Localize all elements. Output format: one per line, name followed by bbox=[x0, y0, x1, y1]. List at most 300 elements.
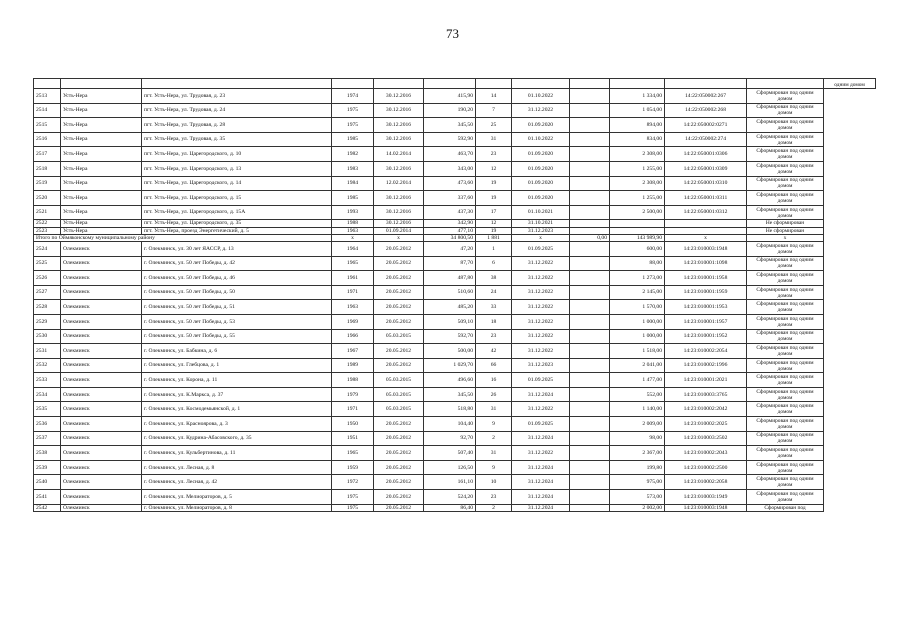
residents-cell: 42 bbox=[476, 344, 512, 359]
planned-date-cell: 31.12.2024 bbox=[512, 490, 570, 505]
residents-cell: 6 bbox=[476, 256, 512, 271]
total-sum-cell: 143 989,90 bbox=[610, 234, 665, 241]
table-row bbox=[34, 205, 876, 220]
residents-cell: 23 bbox=[476, 147, 512, 162]
address-cell: г. Олекминск, ул. 50 лет Победы, д. 46 bbox=[142, 271, 332, 286]
land-area-cell: 1 000,00 bbox=[610, 314, 665, 329]
residents-cell: 18 bbox=[476, 314, 512, 329]
build-year-cell: 1984 bbox=[332, 176, 374, 191]
table-row bbox=[34, 373, 876, 388]
land-area-cell: 894,00 bbox=[610, 118, 665, 133]
land-status-cell: Сформирован под одним домом bbox=[747, 300, 824, 315]
row-number-cell: 2535 bbox=[34, 402, 61, 417]
settlement-cell: Усть-Нера bbox=[61, 118, 142, 133]
address-cell: г. Олекминск, ул. Мелиораторов, д. 8 bbox=[142, 504, 332, 511]
settlement-cell: Усть-Нера bbox=[61, 161, 142, 176]
cadastral-number-cell: 14:23:010002:2054 bbox=[665, 344, 747, 359]
settlement-cell: Олекминск bbox=[61, 300, 142, 315]
address-cell: г. Олекминск, ул. 50 лет Победы, д. 50 bbox=[142, 285, 332, 300]
amount-cell bbox=[570, 329, 610, 344]
recognition-date-cell: 20.05.2012 bbox=[374, 446, 424, 461]
address-cell: г. Олекминск, ул. Кудрина-Абасовского, д. 35 bbox=[142, 431, 332, 446]
amount-cell bbox=[570, 89, 610, 104]
area-cell: 477,10 bbox=[424, 227, 476, 234]
build-year-cell: 1988 bbox=[332, 373, 374, 388]
residents-cell: 14 bbox=[476, 89, 512, 104]
recognition-date-cell: 05.03.2015 bbox=[374, 387, 424, 402]
table-cell bbox=[570, 79, 610, 89]
address-cell: пгт. Усть-Нера, ул. Царегородского, д. 15А bbox=[142, 205, 332, 220]
planned-date-cell: 31.12.2022 bbox=[512, 103, 570, 118]
recognition-date-cell: 20.05.2012 bbox=[374, 431, 424, 446]
total-plan-date-cell: х bbox=[512, 234, 570, 241]
row-number-cell: 2518 bbox=[34, 161, 61, 176]
cadastral-number-cell: 14:22:050001:0311 bbox=[665, 191, 747, 206]
land-area-cell: 1 000,00 bbox=[610, 329, 665, 344]
land-status-cell: Сформирован под одним домом bbox=[747, 460, 824, 475]
settlement-cell: Олекминск bbox=[61, 358, 142, 373]
amount-cell bbox=[570, 475, 610, 490]
settlement-cell: Олекминск bbox=[61, 256, 142, 271]
cadastral-number-cell: 14:23:010002:2042 bbox=[665, 402, 747, 417]
land-status-cell: Сформирован под одним домом bbox=[747, 344, 824, 359]
row-number-cell: 2514 bbox=[34, 103, 61, 118]
land-status-cell: Сформирован под одним домом bbox=[747, 147, 824, 162]
amount-cell bbox=[570, 241, 610, 256]
settlement-cell: Олекминск bbox=[61, 329, 142, 344]
row-number-cell: 2541 bbox=[34, 490, 61, 505]
table-row bbox=[34, 446, 876, 461]
cadastral-number-cell: 14:22:050001:0312 bbox=[665, 205, 747, 220]
build-year-cell: 1950 bbox=[332, 417, 374, 432]
address-cell: г. Олекминск, ул. К.Маркса, д. 37 bbox=[142, 387, 332, 402]
table-row bbox=[34, 402, 876, 417]
amount-cell bbox=[570, 358, 610, 373]
row-number-cell: 2539 bbox=[34, 460, 61, 475]
cadastral-number-cell: 14:23:010001:1953 bbox=[665, 300, 747, 315]
build-year-cell: 1967 bbox=[332, 344, 374, 359]
land-area-cell: 2 009,00 bbox=[610, 417, 665, 432]
amount-cell bbox=[570, 256, 610, 271]
amount-cell bbox=[570, 344, 610, 359]
land-area-cell: 199,80 bbox=[610, 460, 665, 475]
row-number-cell: 2516 bbox=[34, 132, 61, 147]
address-cell: пгт. Усть-Нера, ул. Царегородского, д. 35 bbox=[142, 220, 332, 227]
land-status-cell: Сформирован под одним домом bbox=[747, 431, 824, 446]
area-cell: 104,40 bbox=[424, 417, 476, 432]
table-cell bbox=[424, 79, 476, 89]
build-year-cell: 1971 bbox=[332, 402, 374, 417]
recognition-date-cell: 20.05.2012 bbox=[374, 504, 424, 511]
cadastral-number-cell: 14:23:010002:2058 bbox=[665, 475, 747, 490]
cadastral-number-cell: 14:22:050002:267 bbox=[665, 89, 747, 104]
cadastral-number-cell: 14:23:010003:1948 bbox=[665, 241, 747, 256]
land-area-cell: 1 273,00 bbox=[610, 271, 665, 286]
table-row bbox=[34, 504, 876, 511]
land-status-cell: Сформирован под одним домом bbox=[747, 285, 824, 300]
recognition-date-cell: 05.03.2015 bbox=[374, 402, 424, 417]
land-status-cell: Сформирован под одним домом bbox=[747, 103, 824, 118]
settlement-cell: Усть-Нера bbox=[61, 132, 142, 147]
row-number-cell: 2519 bbox=[34, 176, 61, 191]
cadastral-number-cell: 14:23:010003:1948 bbox=[665, 504, 747, 511]
area-cell: 345,50 bbox=[424, 387, 476, 402]
land-area-cell: 2 308,00 bbox=[610, 147, 665, 162]
planned-date-cell: 01.09.2020 bbox=[512, 147, 570, 162]
table-row bbox=[34, 256, 876, 271]
total-label-cell: Итого по Оймяконскому муниципальному району bbox=[34, 234, 332, 241]
cadastral-number-cell: 14:23:010001:1959 bbox=[665, 285, 747, 300]
recognition-date-cell: 20.05.2012 bbox=[374, 300, 424, 315]
table-cell bbox=[332, 79, 374, 89]
land-area-cell: 88,00 bbox=[610, 256, 665, 271]
build-year-cell: 1969 bbox=[332, 314, 374, 329]
area-cell: 592,90 bbox=[424, 132, 476, 147]
land-area-cell: 1 477,00 bbox=[610, 373, 665, 388]
land-status-cell: Сформирован под одним домом bbox=[747, 241, 824, 256]
table-row bbox=[34, 417, 876, 432]
address-cell: г. Олекминск, ул. Лесная, д. 8 bbox=[142, 460, 332, 475]
land-status-cell: Сформирован под одним домом bbox=[747, 118, 824, 133]
recognition-date-cell: 20.05.2012 bbox=[374, 285, 424, 300]
table-row bbox=[34, 271, 876, 286]
total-date-cell: х bbox=[374, 234, 424, 241]
residents-cell: 9 bbox=[476, 417, 512, 432]
recognition-date-cell: 05.03.2015 bbox=[374, 329, 424, 344]
cadastral-number-cell: 14:22:050002:268 bbox=[665, 103, 747, 118]
table-cell bbox=[142, 79, 332, 89]
row-number-cell: 2532 bbox=[34, 358, 61, 373]
address-cell: г. Олекминск, ул. Кульбертинова, д. 11 bbox=[142, 446, 332, 461]
table-row bbox=[34, 358, 876, 373]
area-cell: 345,50 bbox=[424, 118, 476, 133]
land-status-cell: Сформирован под одним домом bbox=[747, 205, 824, 220]
area-cell: 473,60 bbox=[424, 176, 476, 191]
settlement-cell: Усть-Нера bbox=[61, 89, 142, 104]
planned-date-cell: 01.09.2020 bbox=[512, 176, 570, 191]
settlement-cell: Олекминск bbox=[61, 285, 142, 300]
build-year-cell: 1988 bbox=[332, 220, 374, 227]
area-cell: 509,10 bbox=[424, 314, 476, 329]
planned-date-cell: 31.12.2022 bbox=[512, 446, 570, 461]
table-row bbox=[34, 475, 876, 490]
table-row bbox=[34, 89, 876, 104]
address-cell: пгт. Усть-Нера, ул. Трудовая, д. 24 bbox=[142, 103, 332, 118]
cadastral-number-cell bbox=[665, 227, 747, 234]
settlement-cell: Олекминск bbox=[61, 344, 142, 359]
land-status-cell: Сформирован под одним домом bbox=[747, 191, 824, 206]
recognition-date-cell: 20.05.2012 bbox=[374, 358, 424, 373]
settlement-cell: Олекминск bbox=[61, 402, 142, 417]
recognition-date-cell: 20.05.2012 bbox=[374, 475, 424, 490]
recognition-date-cell: 20.05.2012 bbox=[374, 417, 424, 432]
amount-cell bbox=[570, 132, 610, 147]
row-number-cell: 2531 bbox=[34, 344, 61, 359]
planned-date-cell: 01.09.2025 bbox=[512, 373, 570, 388]
total-area-cell: 34 800,50 bbox=[424, 234, 476, 241]
table-row bbox=[34, 431, 876, 446]
table-cell bbox=[665, 79, 747, 89]
land-status-cell: Сформирован под одним домом bbox=[747, 271, 824, 286]
cadastral-number-cell bbox=[665, 220, 747, 227]
land-area-cell: 573,00 bbox=[610, 490, 665, 505]
cadastral-number-cell: 14:23:010002:1996 bbox=[665, 358, 747, 373]
residents-cell: 19 bbox=[476, 227, 512, 234]
build-year-cell: 1975 bbox=[332, 504, 374, 511]
row-number-cell: 2517 bbox=[34, 147, 61, 162]
planned-date-cell: 01.09.2025 bbox=[512, 241, 570, 256]
cadastral-number-cell: 14:23:010003:3765 bbox=[665, 387, 747, 402]
row-number-cell: 2528 bbox=[34, 300, 61, 315]
amount-cell bbox=[570, 460, 610, 475]
table-cell bbox=[512, 79, 570, 89]
address-cell: пгт. Усть-Нера, ул. Трудовая, д. 23 bbox=[142, 89, 332, 104]
area-cell: 86,40 bbox=[424, 504, 476, 511]
area-cell: 87,70 bbox=[424, 256, 476, 271]
address-cell: г. Олекминск, ул. Глебцова, д. 1 bbox=[142, 358, 332, 373]
land-status-cell: Сформирован под одним домом bbox=[747, 256, 824, 271]
planned-date-cell: 31.12.2022 bbox=[512, 402, 570, 417]
address-cell: пгт. Усть-Нера, ул. Трудовая, д. 35 bbox=[142, 132, 332, 147]
amount-cell bbox=[570, 191, 610, 206]
residents-cell: 31 bbox=[476, 132, 512, 147]
housing-registry-table-wrap bbox=[33, 78, 875, 512]
area-cell: 518,80 bbox=[424, 402, 476, 417]
land-area-cell: 98,00 bbox=[610, 431, 665, 446]
carry-over-row bbox=[34, 79, 876, 89]
residents-cell: 31 bbox=[476, 446, 512, 461]
amount-cell bbox=[570, 300, 610, 315]
build-year-cell: 1975 bbox=[332, 490, 374, 505]
build-year-cell: 1965 bbox=[332, 446, 374, 461]
cadastral-number-cell: 14:23:010001:1958 bbox=[665, 271, 747, 286]
amount-cell bbox=[570, 285, 610, 300]
land-status-cell: Сформирован под одним домом bbox=[747, 417, 824, 432]
land-status-cell: Сформирован под одним домом bbox=[747, 446, 824, 461]
land-area-cell: 552,00 bbox=[610, 387, 665, 402]
cadastral-number-cell: 14:23:010001:1957 bbox=[665, 314, 747, 329]
residents-cell: 26 bbox=[476, 387, 512, 402]
address-cell: г. Олекминск, ул. 50 лет Победы, д. 55 bbox=[142, 329, 332, 344]
amount-cell bbox=[570, 504, 610, 511]
table-row bbox=[34, 300, 876, 315]
build-year-cell: 1979 bbox=[332, 387, 374, 402]
area-cell: 126,50 bbox=[424, 460, 476, 475]
total-year-cell: х bbox=[332, 234, 374, 241]
recognition-date-cell: 30.12.2016 bbox=[374, 205, 424, 220]
address-cell: г. Олекминск, ул. 50 лет Победы, д. 42 bbox=[142, 256, 332, 271]
total-row bbox=[34, 234, 876, 241]
planned-date-cell: 01.09.2020 bbox=[512, 118, 570, 133]
amount-cell bbox=[570, 387, 610, 402]
settlement-cell: Олекминск bbox=[61, 271, 142, 286]
build-year-cell: 1966 bbox=[332, 329, 374, 344]
recognition-date-cell: 01.09.2014 bbox=[374, 227, 424, 234]
area-cell: 1 029,70 bbox=[424, 358, 476, 373]
area-cell: 487,80 bbox=[424, 271, 476, 286]
recognition-date-cell: 30.12.2016 bbox=[374, 191, 424, 206]
row-number-cell: 2533 bbox=[34, 373, 61, 388]
row-number-cell: 2523 bbox=[34, 227, 61, 234]
planned-date-cell: 31.10.2021 bbox=[512, 220, 570, 227]
row-number-cell: 2534 bbox=[34, 387, 61, 402]
settlement-cell: Олекминск bbox=[61, 373, 142, 388]
row-number-cell: 2542 bbox=[34, 504, 61, 511]
build-year-cell: 1985 bbox=[332, 132, 374, 147]
total-amount-cell: 0,00 bbox=[570, 234, 610, 241]
planned-date-cell: 31.12.2024 bbox=[512, 460, 570, 475]
table-row bbox=[34, 490, 876, 505]
address-cell: г. Олекминск, ул. Корона, д. 11 bbox=[142, 373, 332, 388]
residents-cell: 66 bbox=[476, 358, 512, 373]
settlement-cell: Олекминск bbox=[61, 446, 142, 461]
address-cell: пгт. Усть-Нера, ул. Трудовая, д. 28 bbox=[142, 118, 332, 133]
planned-date-cell: 31.12.2024 bbox=[512, 431, 570, 446]
build-year-cell: 1972 bbox=[332, 475, 374, 490]
recognition-date-cell: 30.12.2016 bbox=[374, 132, 424, 147]
address-cell: г. Олекминск, ул. Мелиораторов, д. 5 bbox=[142, 490, 332, 505]
row-number-cell: 2522 bbox=[34, 220, 61, 227]
table-row bbox=[34, 285, 876, 300]
land-status-cell: Не сформирован bbox=[747, 227, 824, 234]
recognition-date-cell: 30.12.2016 bbox=[374, 118, 424, 133]
settlement-cell: Олекминск bbox=[61, 460, 142, 475]
row-number-cell: 2515 bbox=[34, 118, 61, 133]
area-cell: 507,40 bbox=[424, 446, 476, 461]
build-year-cell: 1963 bbox=[332, 300, 374, 315]
area-cell: 92,70 bbox=[424, 431, 476, 446]
table-body bbox=[34, 79, 876, 512]
area-cell: 343,00 bbox=[424, 161, 476, 176]
area-cell: 500,00 bbox=[424, 344, 476, 359]
row-number-cell: 2525 bbox=[34, 256, 61, 271]
area-cell: 190,20 bbox=[424, 103, 476, 118]
residents-cell: 17 bbox=[476, 205, 512, 220]
residents-cell: 33 bbox=[476, 300, 512, 315]
amount-cell bbox=[570, 176, 610, 191]
address-cell: г. Олекминск, ул. Бабкина, д. 6 bbox=[142, 344, 332, 359]
planned-date-cell: 01.10.2022 bbox=[512, 132, 570, 147]
build-year-cell: 1975 bbox=[332, 103, 374, 118]
residents-cell: 24 bbox=[476, 285, 512, 300]
settlement-cell: Усть-Нера bbox=[61, 220, 142, 227]
row-number-cell: 2521 bbox=[34, 205, 61, 220]
build-year-cell: 1963 bbox=[332, 227, 374, 234]
address-cell: г. Олекминск, ул. 30 лет ЯАССР, д. 13 bbox=[142, 241, 332, 256]
residents-cell: 12 bbox=[476, 161, 512, 176]
land-status-cell: Сформирован под одним домом bbox=[747, 387, 824, 402]
land-status-cell: Сформирован под одним домом bbox=[747, 176, 824, 191]
cadastral-number-cell: 14:23:010001:1952 bbox=[665, 329, 747, 344]
row-number-cell: 2540 bbox=[34, 475, 61, 490]
planned-date-cell: 01.09.2025 bbox=[512, 417, 570, 432]
address-cell: г. Олекминск, ул. Лесная, д. 42 bbox=[142, 475, 332, 490]
land-area-cell: 2 367,00 bbox=[610, 446, 665, 461]
address-cell: г. Олекминск, ул. Красноярова, д. 3 bbox=[142, 417, 332, 432]
planned-date-cell: 31.12.2024 bbox=[512, 475, 570, 490]
table-row bbox=[34, 176, 876, 191]
settlement-cell: Усть-Нера bbox=[61, 176, 142, 191]
cadastral-number-cell: 14:23:010002:2500 bbox=[665, 460, 747, 475]
area-cell: 161,10 bbox=[424, 475, 476, 490]
build-year-cell: 1961 bbox=[332, 271, 374, 286]
amount-cell bbox=[570, 490, 610, 505]
cadastral-number-cell: 14:23:010002:2043 bbox=[665, 446, 747, 461]
recognition-date-cell: 30.12.2016 bbox=[374, 161, 424, 176]
land-area-cell: 2 500,00 bbox=[610, 205, 665, 220]
land-area-cell: 834,00 bbox=[610, 132, 665, 147]
area-cell: 47,20 bbox=[424, 241, 476, 256]
total-cadastral-cell: х bbox=[665, 234, 747, 241]
residents-cell: 10 bbox=[476, 475, 512, 490]
residents-cell: 19 bbox=[476, 176, 512, 191]
area-cell: 415,90 bbox=[424, 89, 476, 104]
area-cell: 496,60 bbox=[424, 373, 476, 388]
amount-cell bbox=[570, 227, 610, 234]
cadastral-number-cell: 14:23:010003:1949 bbox=[665, 490, 747, 505]
land-area-cell: 975,00 bbox=[610, 475, 665, 490]
settlement-cell: Усть-Нера bbox=[61, 103, 142, 118]
land-status-cell: Сформирован под одним домом bbox=[747, 358, 824, 373]
settlement-cell: Олекминск bbox=[61, 475, 142, 490]
residents-cell: 2 bbox=[476, 504, 512, 511]
recognition-date-cell: 20.05.2012 bbox=[374, 344, 424, 359]
build-year-cell: 1975 bbox=[332, 118, 374, 133]
amount-cell bbox=[570, 220, 610, 227]
amount-cell bbox=[570, 271, 610, 286]
amount-cell bbox=[570, 431, 610, 446]
table-row bbox=[34, 147, 876, 162]
recognition-date-cell: 14.02.2014 bbox=[374, 147, 424, 162]
land-status-cell: Сформирован под одним домом bbox=[747, 402, 824, 417]
cadastral-number-cell: 14:23:010002:2025 bbox=[665, 417, 747, 432]
residents-cell: 9 bbox=[476, 460, 512, 475]
land-status-cell: Сформирован под одним домом bbox=[747, 475, 824, 490]
planned-date-cell: 01.09.2020 bbox=[512, 191, 570, 206]
housing-registry-table bbox=[33, 78, 876, 512]
area-cell: 342,90 bbox=[424, 220, 476, 227]
residents-cell: 23 bbox=[476, 490, 512, 505]
area-cell: 524,20 bbox=[424, 490, 476, 505]
build-year-cell: 1982 bbox=[332, 147, 374, 162]
recognition-date-cell: 20.05.2012 bbox=[374, 256, 424, 271]
cadastral-number-cell: 14:22:050001:0310 bbox=[665, 176, 747, 191]
land-area-cell: 2 002,00 bbox=[610, 504, 665, 511]
table-row bbox=[34, 191, 876, 206]
recognition-date-cell: 20.05.2012 bbox=[374, 314, 424, 329]
settlement-cell: Усть-Нера bbox=[61, 227, 142, 234]
table-cell bbox=[610, 79, 665, 89]
table-cell bbox=[476, 79, 512, 89]
residents-cell: 16 bbox=[476, 373, 512, 388]
land-area-cell: 600,00 bbox=[610, 241, 665, 256]
settlement-cell: Олекминск bbox=[61, 241, 142, 256]
address-cell: г. Олекминск, ул. 50 лет Победы, д. 51 bbox=[142, 300, 332, 315]
residents-cell: 2 bbox=[476, 431, 512, 446]
row-number-cell: 2529 bbox=[34, 314, 61, 329]
land-status-cell: Сформирован под bbox=[747, 504, 824, 511]
land-area-cell: 2 145,00 bbox=[610, 285, 665, 300]
planned-date-cell: 01.10.2022 bbox=[512, 89, 570, 104]
land-status-cell: Не сформирован bbox=[747, 220, 824, 227]
land-area-cell bbox=[610, 227, 665, 234]
recognition-date-cell: 20.05.2012 bbox=[374, 460, 424, 475]
address-cell: г. Олекминск, ул. Космодемьянской, д. 1 bbox=[142, 402, 332, 417]
table-row bbox=[34, 329, 876, 344]
residents-cell: 7 bbox=[476, 103, 512, 118]
amount-cell bbox=[570, 118, 610, 133]
recognition-date-cell: 30.12.2016 bbox=[374, 103, 424, 118]
